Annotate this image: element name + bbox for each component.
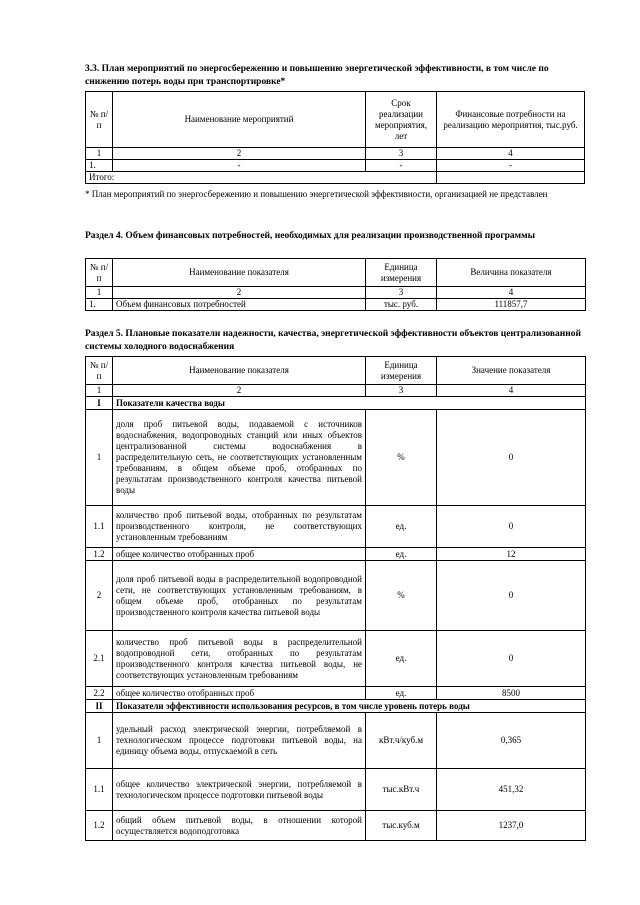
col-header-value: Величина показателя — [437, 259, 586, 287]
section-4-heading: Раздел 4. Объем финансовых потребностей, необходимых для реализации производственной программы — [85, 231, 536, 241]
total-row — [86, 172, 437, 184]
table-row — [86, 811, 586, 841]
row-unit: ед. — [366, 506, 437, 548]
col-header-num: № п/п — [86, 357, 113, 385]
col-number: 1 — [86, 287, 113, 299]
row-value: 8500 — [437, 687, 586, 700]
table-row — [86, 160, 437, 172]
row-num: 1.2 — [86, 811, 113, 841]
table-row — [86, 506, 586, 548]
group-row — [86, 397, 586, 410]
row-name: общее количество отобранных проб — [113, 548, 366, 561]
row-num: 1 — [86, 410, 113, 506]
row-value: 0 — [437, 410, 586, 506]
col-number: 4 — [437, 287, 586, 299]
total-row-blank — [437, 172, 585, 184]
row-name: - — [113, 160, 366, 172]
row-value: 0 — [437, 506, 586, 548]
col-number: 2 — [113, 148, 366, 160]
row-num: 2.1 — [86, 631, 113, 687]
table-row — [86, 713, 586, 769]
col-header-term: Срок реализации мероприятия, лет — [366, 92, 437, 148]
row-num: 1 — [86, 713, 113, 769]
group-num: II — [86, 700, 113, 713]
total-label: Итого: — [86, 172, 437, 184]
row-num: 2.2 — [86, 687, 113, 700]
col-number: 1 — [86, 148, 113, 160]
row-unit: тыс.куб.м — [366, 811, 437, 841]
row-unit: кВт.ч/куб.м — [366, 713, 437, 769]
table-row — [86, 687, 586, 700]
col-header-name: Наименование показателя — [113, 259, 366, 287]
table-row — [86, 631, 586, 687]
row-unit: тыс.кВт.ч — [366, 769, 437, 811]
row-unit: ед. — [366, 548, 437, 561]
row-num: 1.1 — [86, 506, 113, 548]
row-value: 12 — [437, 548, 586, 561]
section-5-heading: Раздел 5. Плановые показатели надежности, качества, энергетической эффективности объектов централизованной системы холодного водоснабжения — [85, 329, 581, 352]
row-value: 0,365 — [437, 713, 586, 769]
column-number-row — [86, 287, 586, 299]
row-value: 0 — [437, 561, 586, 631]
row-name: количество проб питьевой воды, отобранных по результатам производственного контроля, не соответствующих установленным требованиям — [113, 506, 366, 548]
row-num: 1. — [86, 160, 113, 172]
row-value: 1237,0 — [437, 811, 586, 841]
col-number: 4 — [437, 385, 586, 397]
table-row — [86, 769, 586, 811]
col-header-unit: Единица измерения — [366, 259, 437, 287]
group-title: Показатели эффективности использования ресурсов, в том числе уровень потерь воды — [113, 700, 586, 713]
row-unit: ед. — [366, 687, 437, 700]
row-name: Объем финансовых потребностей — [113, 299, 366, 311]
col-header-unit: Единица измерения — [366, 357, 437, 385]
col-header-finance: Финансовые потребности на реализацию мероприятия, тыс.руб. — [437, 92, 585, 148]
group-title: Показатели качества воды — [113, 397, 586, 410]
footnote: * План мероприятий по энергосбережению и повышению энергетической эффективности, организацией не представлен — [85, 189, 548, 199]
row-name: общий объем питьевой воды, в отношении которой осуществляется водоподготовка — [113, 811, 366, 841]
row-num: 1. — [86, 299, 113, 311]
row-name: удельный расход электрической энергии, потребляемой в технологическом процессе подготовки питьевой воды, на единицу объема воды, отпускаемой в сеть — [113, 713, 366, 769]
row-num: 1.2 — [86, 548, 113, 561]
table-row — [86, 548, 586, 561]
row-value: 111857,7 — [437, 299, 586, 311]
row-value: 0 — [437, 631, 586, 687]
row-name: доля проб питьевой воды в распределительной водопроводной сети, не соответствующих установленным требованиям, в общем объеме проб, отобранных по результатам производственного контроля качества питьевой воды — [113, 561, 366, 631]
table-header-row — [86, 357, 586, 385]
col-header-num: № п/п — [86, 92, 113, 148]
row-num: 2 — [86, 561, 113, 631]
col-number: 3 — [366, 287, 437, 299]
row-value: 451,32 — [437, 769, 586, 811]
table-row — [86, 410, 586, 506]
row-term: - — [366, 160, 437, 172]
column-number-row — [86, 148, 437, 160]
group-row — [86, 700, 586, 713]
table-row — [86, 299, 586, 311]
col-number: 4 — [437, 148, 585, 160]
row-unit: % — [366, 561, 437, 631]
column-number-row — [86, 385, 586, 397]
col-number: 3 — [366, 385, 437, 397]
energy-measures-table-finance-col — [436, 91, 585, 184]
indicators-table — [85, 356, 586, 841]
energy-measures-table — [85, 91, 437, 184]
row-unit: % — [366, 410, 437, 506]
col-header-value: Значение показателя — [437, 357, 586, 385]
col-number: 2 — [113, 385, 366, 397]
row-unit: тыс. руб. — [366, 299, 437, 311]
row-name: количество проб питьевой воды в распределительной водопроводной сети, отобранных по результатам производственного контроля качества питьевой воды, не соответствующих установленным требованиям — [113, 631, 366, 687]
row-num: 1.1 — [86, 769, 113, 811]
col-number: 2 — [113, 287, 366, 299]
row-name: общее количество электрической энергии, потребляемой в технологическом процессе подготовки питьевой воды — [113, 769, 366, 811]
table-row — [86, 561, 586, 631]
col-header-num: № п/п — [86, 259, 113, 287]
finance-table — [85, 258, 586, 311]
section-3-3-heading: 3.3. План мероприятий по энергосбережению и повышению энергетической эффективности, в том числе по снижению потерь воды при транспортировке* — [85, 64, 549, 87]
table-header-row — [86, 92, 437, 148]
col-header-name: Наименование показателя — [113, 357, 366, 385]
group-num: I — [86, 397, 113, 410]
row-unit: ед. — [366, 631, 437, 687]
table-header-row — [86, 259, 586, 287]
col-number: 3 — [366, 148, 437, 160]
row-finance: - — [437, 160, 585, 172]
row-name: общее количество отобранных проб — [113, 687, 366, 700]
row-name: доля проб питьевой воды, подаваемой с источников водоснабжения, водопроводных станций или иных объектов централизованной системы водоснабжения в распределительную сеть, не соответствующих установленным требованиям, в общем объеме проб, отобранных по результатам производственного контроля качества питьевой воды — [113, 410, 366, 506]
col-header-name: Наименование мероприятий — [113, 92, 366, 148]
col-number: 1 — [86, 385, 113, 397]
